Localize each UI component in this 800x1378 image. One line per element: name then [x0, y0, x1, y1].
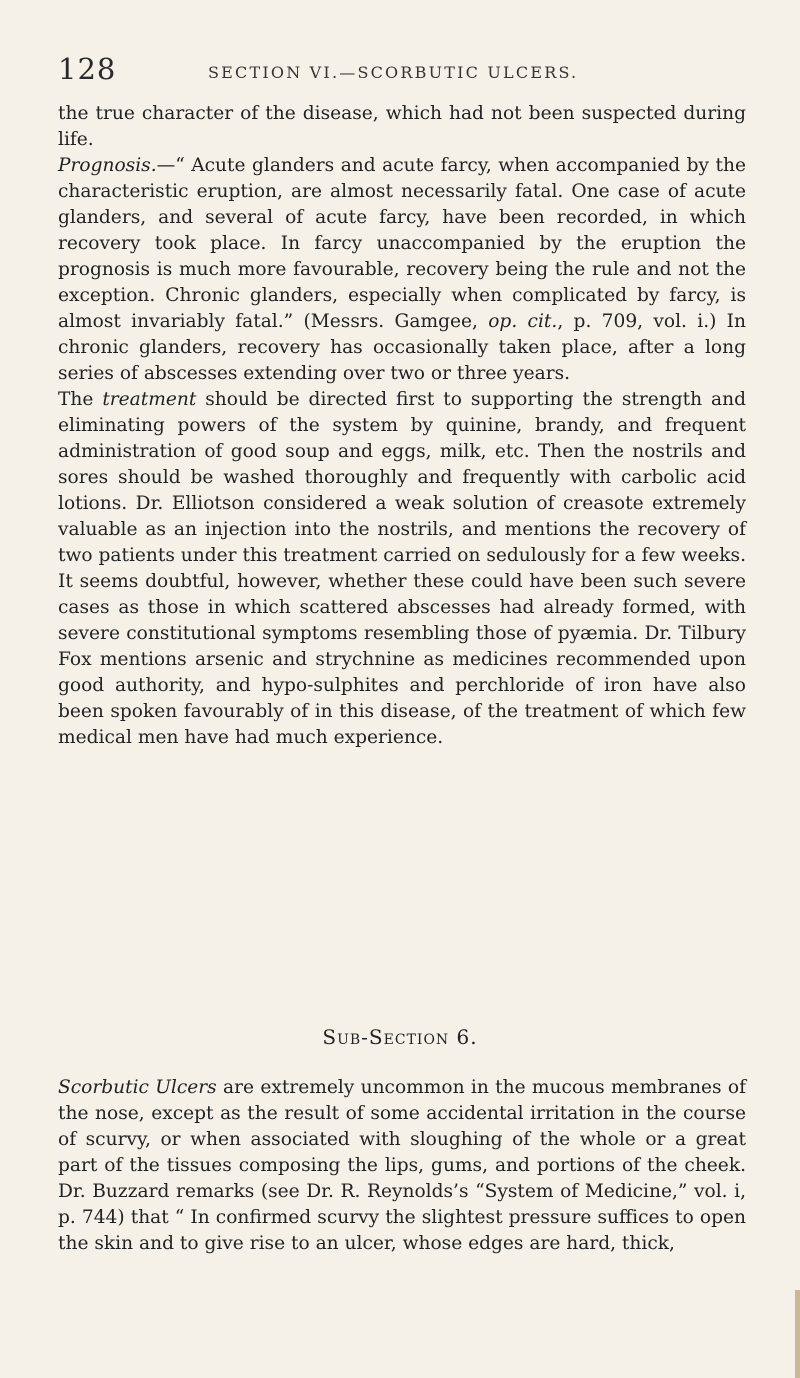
subsection-text	[58, 1075, 746, 1257]
opening-text: the true character of the disease, which had not been suspected during life.	[58, 103, 746, 150]
prognosis-text: —“ Acute glanders and acute farcy, when accompanied by the characteristic eruption, are almost necessarily fatal. One case of acute glanders, and several of acute farcy, have been recorded, in which recovery took place. In farcy unaccompanied by the eruption the prognosis is much more favourable, recovery being the rule and not the exception. Chronic glanders, especially when complicated by farcy, is almost invariably fatal.” (Messrs. Gamgee,	[58, 155, 746, 332]
page-number: 128	[58, 52, 117, 86]
scorbutic-label: Scorbutic Ulcers	[58, 1077, 217, 1098]
scorbutic-paragraph	[58, 1075, 746, 1257]
continuation-paragraph	[58, 101, 746, 153]
running-head	[58, 52, 758, 92]
main-text	[58, 101, 746, 751]
treatment-lead: The	[58, 389, 103, 410]
running-title: SECTION VI.—SCORBUTIC ULCERS.	[208, 63, 579, 82]
prognosis-label: Prognosis.	[58, 155, 157, 176]
page-edge-shadow	[795, 1290, 800, 1378]
prognosis-paragraph	[58, 153, 746, 387]
treatment-label: treatment	[102, 389, 197, 410]
subsection-heading: Sub-Section 6.	[322, 1025, 478, 1049]
prognosis-text-after-citation: , p. 709, vol. i.) In chronic glanders, recovery has occasionally taken place, after a long series of abscesses extending over two or three years.	[58, 311, 746, 384]
prognosis-citation: op. cit.	[488, 311, 558, 332]
treatment-text: should be directed first to supporting the strength and eliminating powers of the system by quinine, brandy, and frequent administration of good soup and eggs, milk, etc. Then the nostrils and sores should be washed thoroughly and frequently with carbolic acid lotions. Dr. Elliotson considered a weak solution of creasote extremely valuable as an injection into the nostrils, and mentions the recovery of two patients under this treatment carried on sedulously for a few weeks. It seems doubtful, however, whether these could have been such severe cases as those in which scattered abscesses had already formed, with severe constitutional symptoms resembling those of pyæmia. Dr. Tilbury Fox mentions arsenic and strychnine as medicines recommended upon good authority, and hypo-sulphites and perchloride of iron have also been spoken favourably of in this disease, of the treatment of which few medical men have had much experience.	[58, 389, 747, 748]
treatment-paragraph	[58, 387, 746, 751]
scorbutic-text: are extremely uncommon in the mucous membranes of the nose, except as the result of some accidental irritation in the course of scurvy, or when associated with sloughing of the whole or a great part of the tissues composing the lips, gums, and portions of the cheek. Dr. Buzzard remarks (see Dr. R. Reynolds’s “System of Medicine,” vol. i, p. 744) that “ In confirmed scurvy the slightest pressure suffices to open the skin and to give rise to an ulcer, whose edges are hard, thick,	[58, 1077, 746, 1254]
